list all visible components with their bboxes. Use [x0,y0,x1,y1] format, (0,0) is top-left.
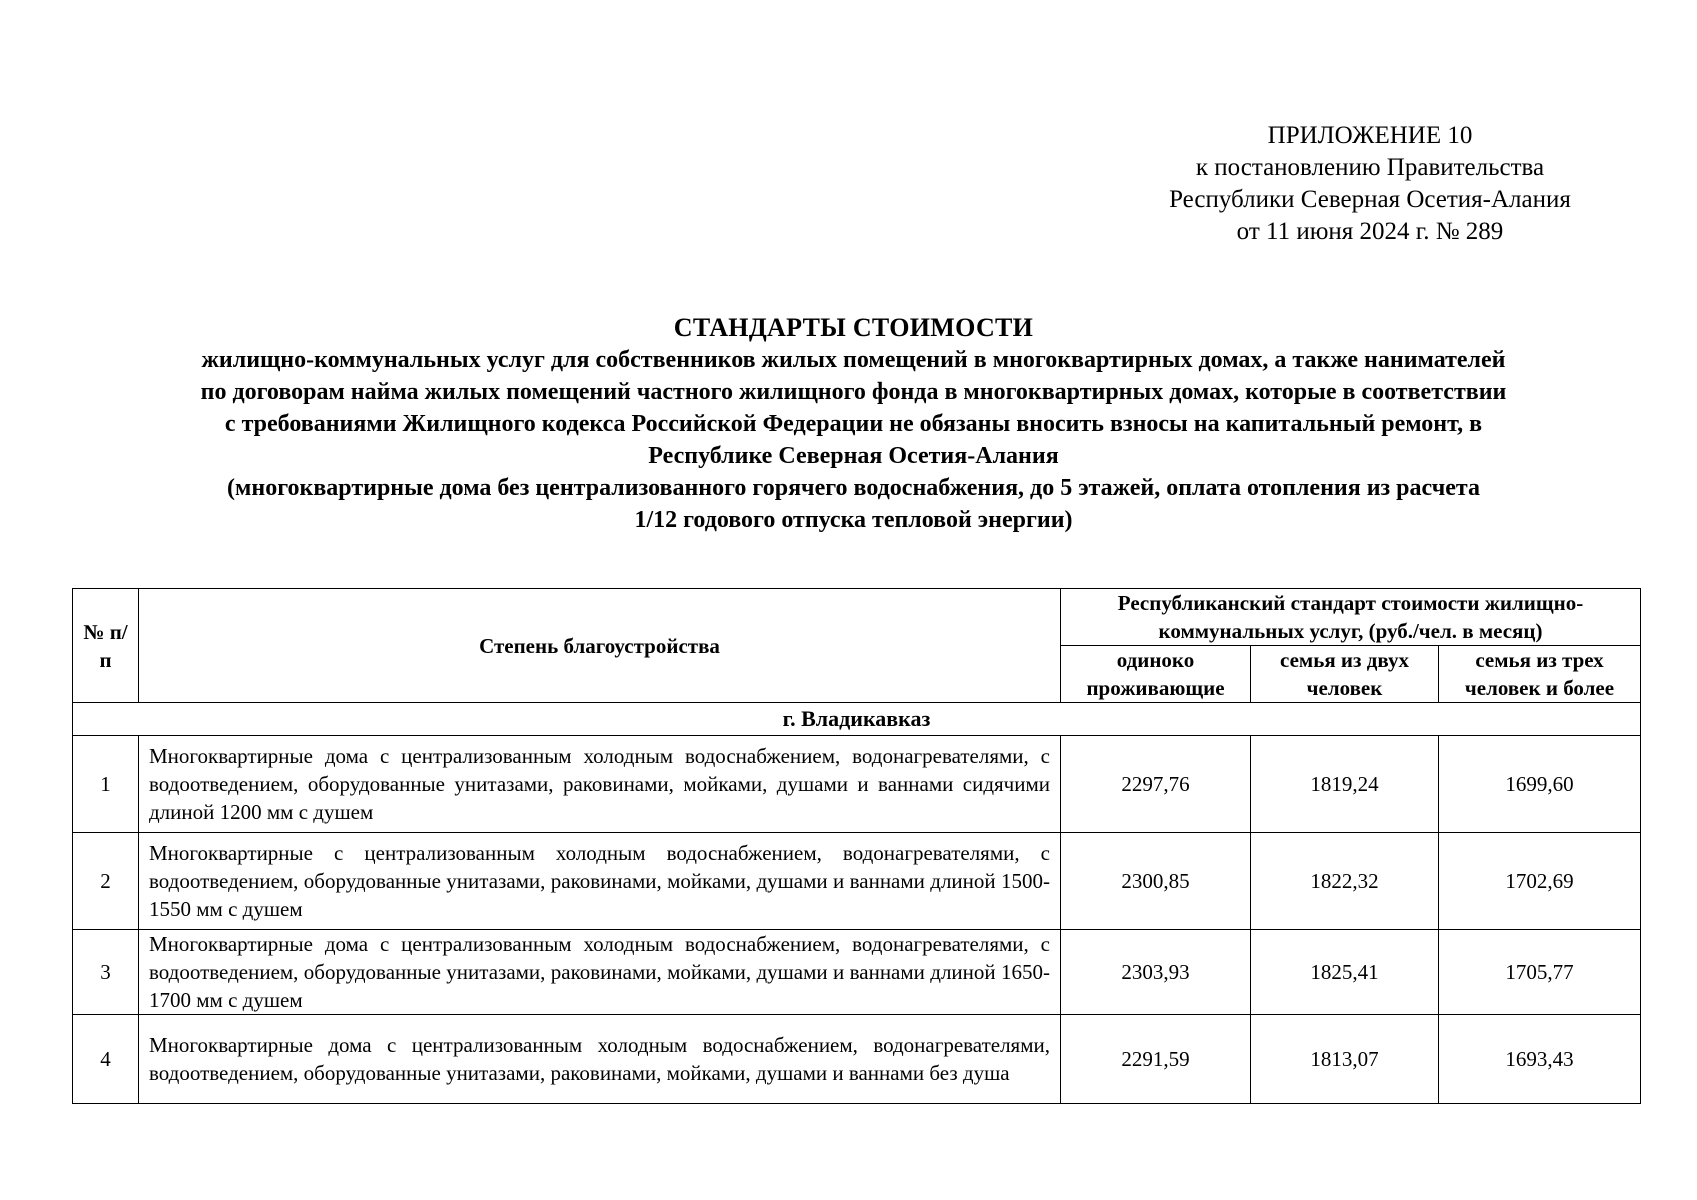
appendix-date: от 11 июня 2024 г. № 289 [1236,218,1504,245]
table-row [73,833,1641,930]
value-three: 1693,43 [1439,1015,1641,1104]
title-line: 1/12 годового отпуска тепловой энергии) [634,507,1073,533]
table-header-row [73,589,1641,646]
appendix-resolution: к постановлению Правительства [1195,154,1545,181]
table-row [73,1015,1641,1104]
value-three: 1705,77 [1439,930,1641,1015]
value-single: 2297,76 [1061,736,1251,833]
value-two: 1825,41 [1251,930,1439,1015]
row-number: 4 [73,1015,139,1104]
value-three: 1702,69 [1439,833,1641,930]
value-two: 1819,24 [1251,736,1439,833]
row-number: 2 [73,833,139,930]
title-line: Республике Северная Осетия-Алания [648,443,1059,469]
header-three: семья из трех человек и более [1439,646,1641,703]
title-line: по договорам найма жилых помещений частного жилищного фонда в многоквартирных домах, которые в соответствии [200,379,1507,405]
value-single: 2303,93 [1061,930,1251,1015]
row-description: Многоквартирные с централизованным холодным водоснабжением, водонагревателями, с водоотведением, оборудованные унитазами, раковинами, мойками, душами и ваннами длиной 1500-1550 мм с душем [139,833,1061,930]
header-standard: Республиканский стандарт стоимости жилищно-коммунальных услуг, (руб./чел. в месяц) [1061,589,1641,646]
title-line: жилищно-коммунальных услуг для собственников жилых помещений в многоквартирных домах, а также нанимателей [201,347,1506,373]
row-number: 1 [73,736,139,833]
value-single: 2300,85 [1061,833,1251,930]
appendix-header [1130,120,1610,248]
value-single: 2291,59 [1061,1015,1251,1104]
appendix-republic: Республики Северная Осетия-Алания [1169,186,1571,213]
row-description: Многоквартирные дома с централизованным холодным водоснабжением, водонагревателями, водоотведением, оборудованные унитазами, раковинами, мойками, душами и ваннами без душа [139,1015,1061,1104]
value-two: 1822,32 [1251,833,1439,930]
table-row [73,930,1641,1015]
city-row [73,703,1641,736]
title-main: СТАНДАРТЫ СТОИМОСТИ [673,313,1034,342]
standards-table [72,588,1641,1104]
header-two: семья из двух человек [1251,646,1439,703]
value-three: 1699,60 [1439,736,1641,833]
row-number: 3 [73,930,139,1015]
header-degree: Степень благоустройства [139,589,1061,703]
header-single: одиноко проживающие [1061,646,1251,703]
title-line: с требованиями Жилищного кодекса Российской Федерации не обязаны вносить взносы на капитальный ремонт, в [224,411,1483,437]
row-description: Многоквартирные дома с централизованным холодным водоснабжением, водонагревателями, с водоотведением, оборудованные унитазами, раковинами, мойками, душами и ваннами сидячими длиной 1200 мм с душем [139,736,1061,833]
value-two: 1813,07 [1251,1015,1439,1104]
document-title [70,312,1637,536]
header-num: № п/п [73,589,139,703]
table-row [73,736,1641,833]
title-line: (многоквартирные дома без централизованного горячего водоснабжения, до 5 этажей, оплата отопления из расчета [227,475,1480,501]
appendix-number: ПРИЛОЖЕНИЕ 10 [1267,122,1473,149]
city-name: г. Владикавказ [73,703,1641,736]
row-description: Многоквартирные дома с централизованным холодным водоснабжением, водонагревателями, с водоотведением, оборудованные унитазами, раковинами, мойками, душами и ваннами длиной 1650-1700 мм с душем [139,930,1061,1015]
